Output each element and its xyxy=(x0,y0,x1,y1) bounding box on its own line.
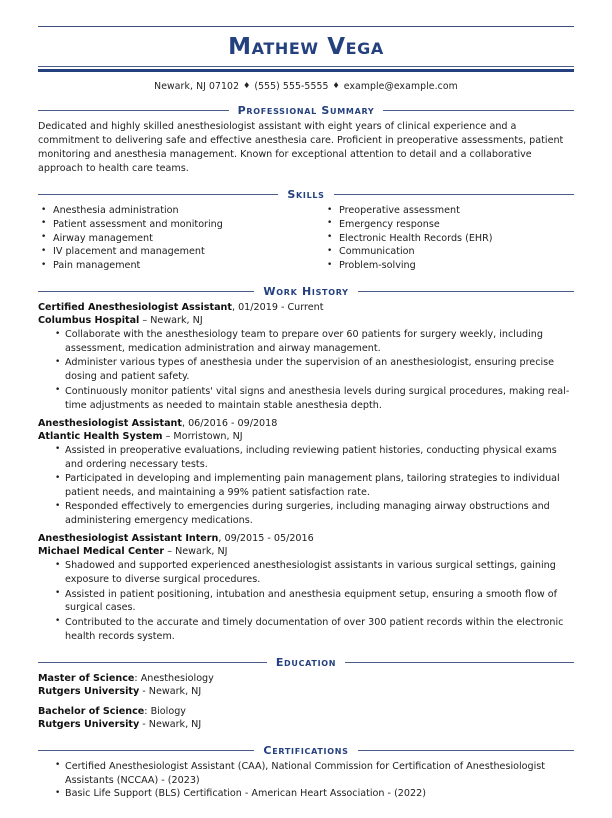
list-item: • Shadowed and supported experienced anesthesiologist assistants in various surgical settings, gaining exposure to diverse surgical procedures. xyxy=(52,559,574,587)
resume-page xyxy=(0,26,612,818)
job-title: Certified Anesthesiologist Assistant xyxy=(38,302,232,314)
education-entry xyxy=(38,672,574,698)
job-title-line xyxy=(38,417,574,430)
heading-rule-right xyxy=(358,750,574,751)
contact-location: Newark, NJ 07102 xyxy=(154,81,240,92)
job-title: Anesthesiologist Assistant xyxy=(38,417,182,429)
diamond-separator-icon: ♦ xyxy=(243,81,251,90)
list-item: • Assisted in patient positioning, intubation and anesthesia equipment setup, ensuring a smooth flow of surgical cases. xyxy=(52,588,574,616)
section-title-education: Education xyxy=(275,655,337,669)
list-item: • Problem-solving xyxy=(324,259,574,273)
job-dates: , 09/2015 - 05/2016 xyxy=(218,533,314,545)
job-location: – Newark, NJ xyxy=(139,315,203,327)
section-heading xyxy=(38,286,574,297)
job-title-line xyxy=(38,532,574,545)
heading-rule-right xyxy=(345,662,574,663)
list-item: • Responded effectively to emergencies during surgeries, including managing airway obstructions and administering emergency medications. xyxy=(52,500,574,528)
section-education xyxy=(38,657,574,732)
skills-list-left xyxy=(38,204,306,273)
list-item: • Collaborate with the anesthesiology team to prepare over 60 patients for surgery weekly, including assessment, medication administration and airway management. xyxy=(52,328,574,356)
list-item: • Pain management xyxy=(38,259,306,273)
job-dates: , 06/2016 - 09/2018 xyxy=(181,417,278,429)
section-title-summary: Professional Summary xyxy=(237,104,375,117)
section-professional-summary xyxy=(38,105,574,176)
skills-column-right xyxy=(306,204,574,273)
list-item: • Patient assessment and monitoring xyxy=(38,218,306,232)
job-company-line xyxy=(38,430,574,443)
heading-rule-left xyxy=(38,662,267,663)
contact-line xyxy=(38,72,574,92)
section-work-history xyxy=(38,286,574,644)
job-company-line xyxy=(38,545,574,558)
section-title-certifications: Certifications xyxy=(263,743,349,757)
section-heading xyxy=(38,105,574,116)
education-school: Rutgers University xyxy=(38,719,140,731)
skills-list-right xyxy=(324,204,574,273)
list-item: • Participated in developing and implementing pain management plans, tailoring strategies to individual patient needs, and maintaining a 99% patient satisfaction rate. xyxy=(52,472,574,500)
section-heading xyxy=(38,745,574,756)
heading-rule-right xyxy=(358,291,574,292)
skills-column-left xyxy=(38,204,306,273)
education-degree: Master of Science xyxy=(38,672,135,684)
education-field: : Biology xyxy=(144,706,186,718)
skills-columns xyxy=(38,204,574,273)
list-item: • Administer various types of anesthesia under the supervision of an anesthesiologist, ensuring precise dosing and patient safety. xyxy=(52,356,574,384)
education-field: : Anesthesiology xyxy=(134,672,214,684)
job-bullets xyxy=(38,444,574,528)
list-item: • Airway management xyxy=(38,232,306,246)
education-school-line xyxy=(38,685,574,698)
education-school-line xyxy=(38,718,574,731)
list-item: • IV placement and management xyxy=(38,245,306,259)
summary-text: Dedicated and highly skilled anesthesiologist assistant with eight years of clinical experience and a commitment to delivering safe and effective anesthesia care. Proficient in preoperative assessments, patient monitoring and anesthesia management. Known for exceptional attention to detail and a collaborative approach to health care teams. xyxy=(38,121,564,174)
section-heading xyxy=(38,657,574,668)
job-location: – Newark, NJ xyxy=(164,546,228,558)
list-item: • Certified Anesthesiologist Assistant (CAA), National Commission for Certification of Anesthesiologist Assistants (NCCAA) - (2023) xyxy=(52,760,574,788)
work-entry xyxy=(38,532,574,644)
education-degree: Bachelor of Science xyxy=(38,706,145,718)
list-item: • Preoperative assessment xyxy=(324,204,574,218)
job-dates: , 01/2019 - Current xyxy=(231,302,324,314)
heading-rule-right xyxy=(334,194,574,195)
list-item: • Electronic Health Records (EHR) xyxy=(324,232,574,246)
education-school: Rutgers University xyxy=(38,685,140,697)
section-skills xyxy=(38,189,574,273)
education-entry xyxy=(38,705,574,731)
job-bullets xyxy=(38,559,574,643)
education-location: - Newark, NJ xyxy=(139,719,202,731)
heading-rule-left xyxy=(38,194,278,195)
list-item: • Basic Life Support (BLS) Certification - American Heart Association - (2022) xyxy=(52,787,574,801)
job-company: Atlantic Health System xyxy=(38,430,163,442)
job-bullets xyxy=(38,328,574,412)
list-item: • Emergency response xyxy=(324,218,574,232)
work-entry xyxy=(38,417,574,529)
education-degree-line xyxy=(38,705,574,718)
job-title-line xyxy=(38,301,574,314)
contact-email: example@example.com xyxy=(343,81,458,92)
contact-phone: (555) 555-5555 xyxy=(254,81,329,92)
job-company: Columbus Hospital xyxy=(38,315,140,327)
job-location: – Morristown, NJ xyxy=(162,430,243,442)
section-title-skills: Skills xyxy=(287,188,325,201)
education-location: - Newark, NJ xyxy=(139,685,202,697)
list-item: • Anesthesia administration xyxy=(38,204,306,218)
list-item: • Communication xyxy=(324,245,574,259)
list-item: • Continuously monitor patients' vital signs and anesthesia levels during surgical procedures, making real-time adjustments as needed to maintain stable anesthesia depth. xyxy=(52,385,574,413)
heading-rule-right xyxy=(383,110,574,111)
education-degree-line xyxy=(38,672,574,685)
job-company-line xyxy=(38,314,574,327)
heading-rule-left xyxy=(38,750,254,751)
list-item: • Assisted in preoperative evaluations, including reviewing patient histories, conducting physical exams and ordering necessary tests. xyxy=(52,444,574,472)
resume-header xyxy=(38,26,574,92)
job-company: Michael Medical Center xyxy=(38,546,165,558)
work-entry xyxy=(38,301,574,413)
certifications-list xyxy=(38,760,574,802)
section-certifications xyxy=(38,745,574,802)
job-title: Anesthesiologist Assistant Intern xyxy=(38,533,219,545)
header-rule-thin xyxy=(38,66,574,67)
candidate-name: Mathew Vega xyxy=(228,34,384,60)
list-item: • Contributed to the accurate and timely documentation of over 300 patient records within the electronic health records system. xyxy=(52,616,574,644)
heading-rule-left xyxy=(38,291,254,292)
section-title-work-history: Work History xyxy=(263,285,349,299)
diamond-separator-icon: ♦ xyxy=(332,81,340,90)
heading-rule-left xyxy=(38,110,229,111)
section-heading xyxy=(38,189,574,200)
